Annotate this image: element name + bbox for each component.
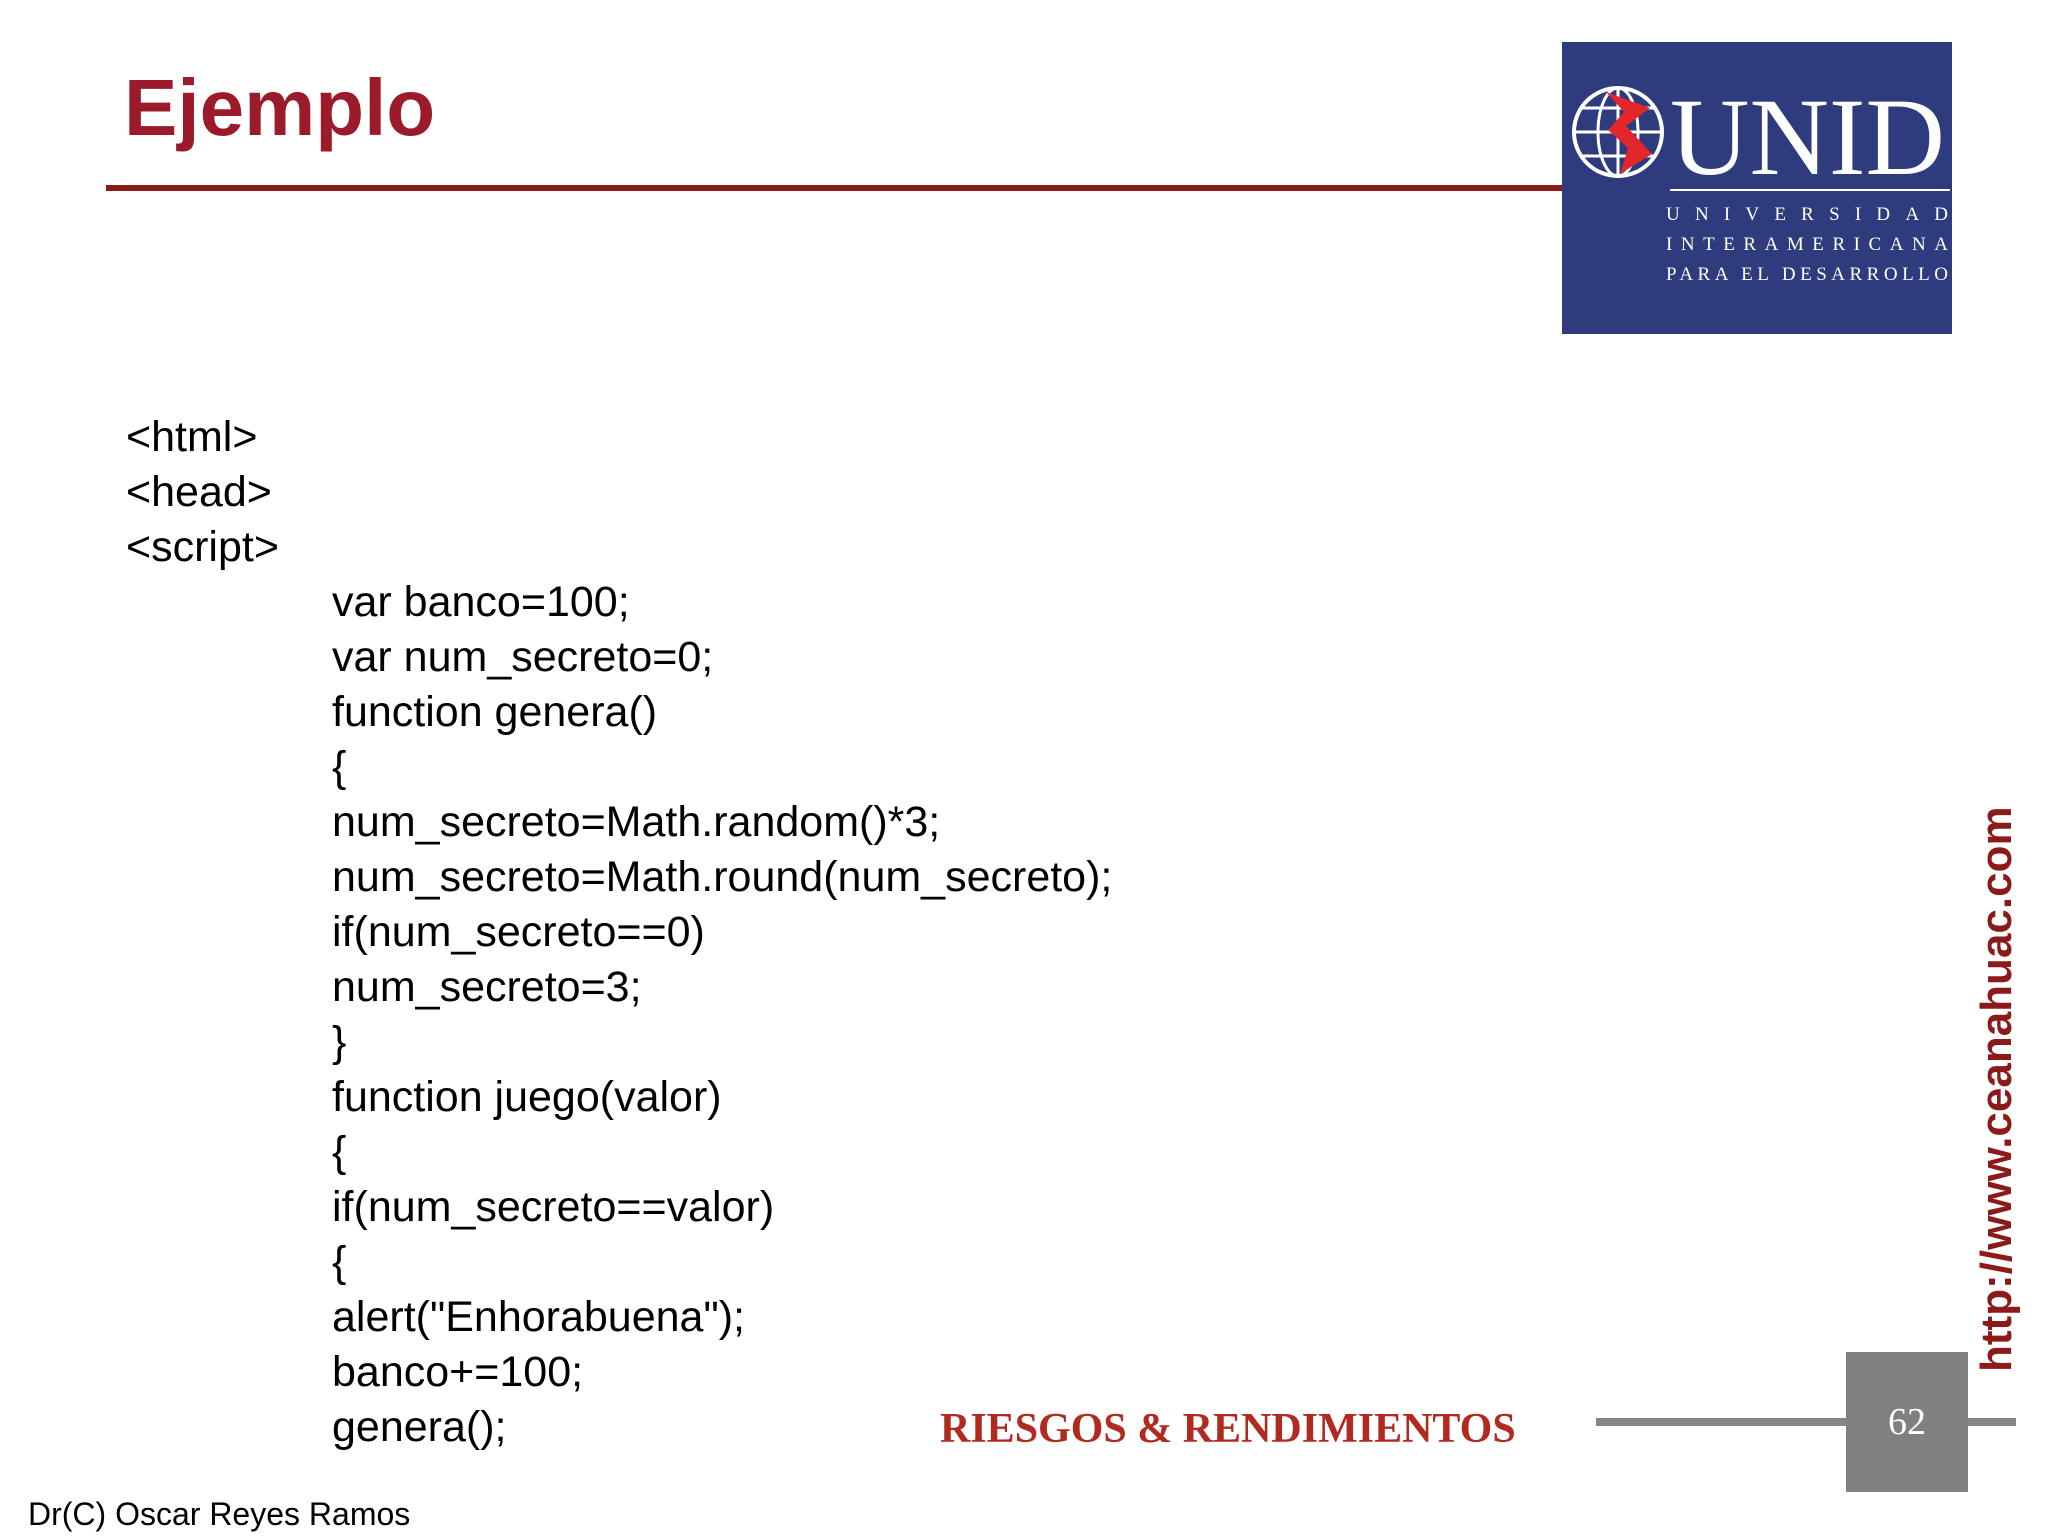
code-line: var banco=100; [332, 578, 630, 626]
code-line: } [332, 1018, 347, 1066]
svg-text:UNIVERSIDAD: UNIVERSIDAD [1666, 204, 1948, 225]
svg-text:UNID: UNID [1670, 76, 1945, 198]
code-line: if(num_secreto==0) [332, 908, 705, 956]
code-line: <html> [126, 413, 258, 461]
code-line: { [332, 1128, 347, 1176]
page-number: 62 [1888, 1401, 1926, 1443]
page-number-badge [1846, 1352, 1968, 1492]
code-line: num_secreto=Math.random()*3; [332, 798, 941, 846]
unid-logo-image [1562, 42, 1952, 334]
svg-text:INTERAMERICANA: INTERAMERICANA [1666, 234, 1948, 255]
code-line: <script> [126, 523, 279, 571]
side-url-link[interactable]: http://www.ceanahuac.com [1972, 806, 2021, 1372]
code-line: genera(); [332, 1403, 507, 1451]
code-line: num_secreto=Math.round(num_secreto); [332, 853, 1113, 901]
title-rule [106, 185, 1568, 191]
unid-logo [1562, 42, 1952, 334]
code-line: { [332, 743, 347, 791]
slide-title: Ejemplo [124, 63, 436, 152]
code-line: <head> [126, 468, 272, 516]
author-credit: Dr(C) Oscar Reyes Ramos [28, 1496, 411, 1532]
svg-text:PARA EL DESARROLLO: PARA EL DESARROLLO [1666, 264, 1948, 285]
code-line: function juego(valor) [332, 1073, 722, 1121]
code-line: num_secreto=3; [332, 963, 642, 1011]
footer-course-title: RIESGOS & RENDIMIENTOS [940, 1406, 1516, 1452]
code-line: function genera() [332, 688, 658, 736]
globe-icon [1574, 88, 1662, 176]
code-line: { [332, 1238, 347, 1286]
code-line: alert("Enhorabuena"); [332, 1293, 745, 1341]
code-line: banco+=100; [332, 1348, 584, 1396]
code-line: if(num_secreto==valor) [332, 1183, 775, 1231]
code-line: var num_secreto=0; [332, 633, 714, 681]
